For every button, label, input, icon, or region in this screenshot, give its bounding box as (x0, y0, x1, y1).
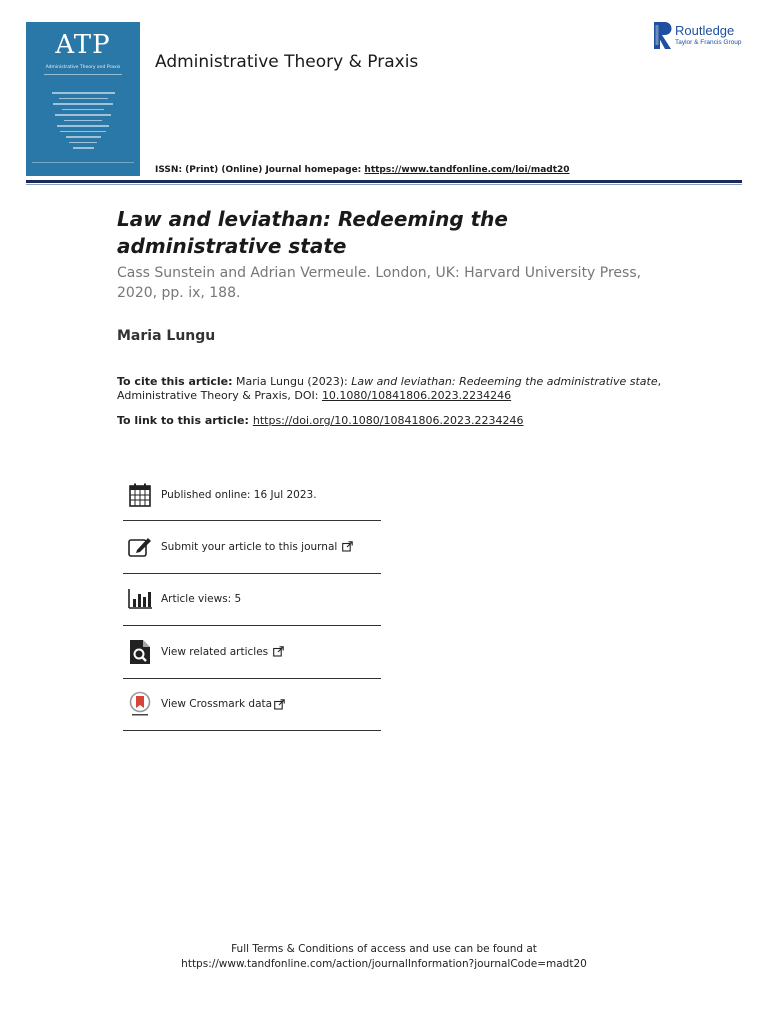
published-online-text: Published online: 16 Jul 2023. (161, 489, 317, 501)
article-info-list (123, 470, 381, 731)
cite-label: To cite this article: (117, 375, 233, 388)
article-subtitle: Cass Sunstein and Adrian Vermeule. London, UK: Harvard University Press, 2020, pp. ix, 188. (117, 265, 642, 301)
routledge-r-icon (654, 22, 672, 49)
cover-footer (32, 162, 134, 170)
edit-icon (127, 534, 153, 560)
cite-suffix: , Administrative Theory & Praxis, DOI: (117, 375, 662, 402)
crossmark-item[interactable] (123, 679, 381, 732)
external-link-icon (342, 541, 353, 552)
issn-label: ISSN: (Print) (Online) Journal homepage: (155, 165, 365, 175)
cover-title: ATP (55, 30, 111, 60)
submit-article-text[interactable]: Submit your article to this journal (161, 540, 338, 553)
article-title: Law and leviathan: Redeeming the administrative state (117, 207, 508, 258)
search-document-icon (127, 639, 153, 665)
external-link-icon (274, 699, 285, 710)
publisher-group: Taylor & Francis Group (675, 39, 742, 46)
issn-line (155, 165, 570, 175)
article-link-line (117, 414, 523, 427)
terms-text: Full Terms & Conditions of access and use can be found at (231, 943, 537, 955)
cite-title: Law and leviathan: Redeeming the administrative state (351, 375, 658, 388)
related-articles-text[interactable]: View related articles (161, 645, 269, 658)
terms-footer (0, 942, 768, 972)
calendar-icon (127, 482, 153, 508)
header-rule (26, 180, 742, 183)
header-rule-thin (26, 184, 742, 185)
terms-url[interactable]: https://www.tandfonline.com/action/journalInformation?journalCode=madt20 (181, 958, 587, 970)
article-doi-url[interactable]: https://doi.org/10.1080/10841806.2023.2234246 (252, 414, 524, 427)
journal-title: Administrative Theory & Praxis (155, 52, 419, 72)
crossmark-text[interactable]: View Crossmark data (161, 698, 273, 711)
publisher-name: Routledge (675, 23, 735, 38)
routledge-logo (654, 22, 754, 50)
external-link-icon (273, 646, 284, 657)
link-label: To link to this article: (117, 414, 249, 427)
journal-homepage-link[interactable]: https://www.tandfonline.com/loi/madt20 (364, 165, 570, 175)
cover-contents-lines (48, 92, 118, 153)
cite-prefix: Maria Lungu (2023): (232, 375, 352, 388)
published-online-item (123, 470, 381, 521)
bar-chart-icon (127, 586, 153, 612)
related-articles-item[interactable] (123, 626, 381, 679)
author-name: Maria Lungu (117, 328, 216, 344)
article-views-item (123, 574, 381, 627)
doi-link[interactable]: 10.1080/10841806.2023.2234246 (321, 389, 512, 402)
journal-cover (26, 22, 140, 176)
cover-divider (44, 74, 122, 77)
crossmark-icon (127, 691, 153, 717)
citation (117, 375, 677, 403)
submit-article-item[interactable] (123, 521, 381, 574)
article-views-text: Article views: 5 (161, 593, 242, 606)
cover-subtitle: Administrative Theory and Praxis (45, 65, 121, 70)
